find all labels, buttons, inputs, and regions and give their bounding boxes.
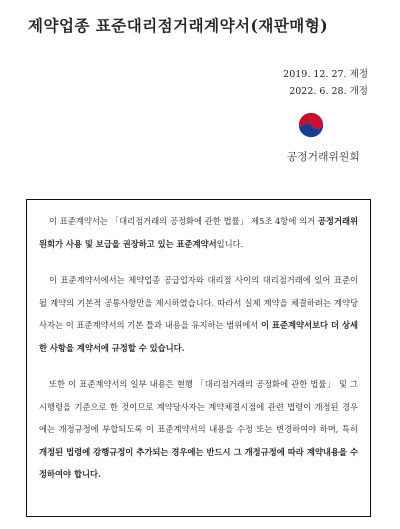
enactment-date: 2019. 12. 27. 제정 <box>283 69 368 80</box>
document-title: 제약업종 표준대리점거래계약서(재판매형) <box>28 16 329 35</box>
agency-name: 공정거래위원회 <box>286 151 360 163</box>
notice-text-emphasis: 공정거래위원회가 사용 및 보급을 권장하고 있는 표준계약서 <box>39 216 358 249</box>
date-block <box>168 66 368 100</box>
revision-date: 2022. 6. 28. 개정 <box>289 86 368 97</box>
notice-text: 또한 이 표준계약서의 일부 내용은 현행 「대리점거래의 공정화에 관한 법률」 및 그 시행령을 기준으로 한 것이므로 계약당사자는 계약체결시점에 관련 법령이 개정된 경우에는 개정규정에 부합되도록 이 표준계약서의 내용을 수정 또는 변경하여야 하며, 특히 <box>39 379 358 434</box>
notice-text-emphasis: 개정된 법령에 강행규정이 추가되는 경우에는 반드시 그 개정규정에 따라 계약내용을 수정하여야 합니다. <box>39 446 358 479</box>
notice-text: 입니다. <box>216 238 244 249</box>
notice-box <box>26 199 371 517</box>
notice-text: 이 표준계약서는 「대리점거래의 공정화에 관한 법률」 제5조 4항에 의거 <box>49 216 318 226</box>
notice-paragraph <box>39 269 358 359</box>
government-emblem-icon <box>296 110 326 140</box>
notice-text-emphasis: 이 표준계약서보다 더 상세한 사항을 계약서에 규정할 수 있습니다. <box>39 320 358 353</box>
notice-paragraph <box>39 210 358 255</box>
notice-text: 이 표준계약서에서는 제약업종 공급업자와 대리점 사이의 대리점거래에 있어 표준이 될 계약의 기본적 공통사항만을 제시하였습니다. 따라서 실제 계약을 체결하려는 계약당사자는 이 표준계약서의 기본 틀과 내용을 유지하는 범위에서 <box>39 275 358 330</box>
notice-paragraph <box>39 373 358 486</box>
